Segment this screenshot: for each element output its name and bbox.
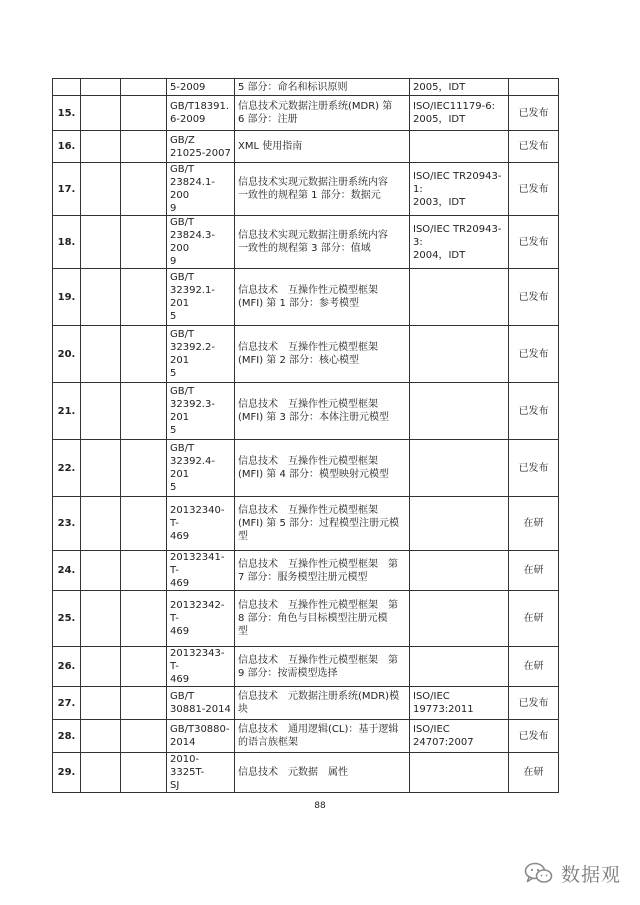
row-number: 27. [53,687,81,720]
status-cell [509,79,559,96]
subcategory-cell [121,79,167,96]
row-number: 15. [53,96,81,131]
status-cell: 在研 [509,647,559,687]
table-row [53,383,559,440]
standard-name: 信息技术实现元数据注册系统内容 一致性的规程第 1 部分：数据元 [235,163,410,216]
category-cell [81,269,121,326]
category-cell [81,216,121,269]
row-number: 22. [53,440,81,497]
watermark [524,859,621,887]
subcategory-cell [121,216,167,269]
iso-reference [410,647,509,687]
standard-name: 信息技术元数据注册系统(MDR) 第 6 部分：注册 [235,96,410,131]
subcategory-cell [121,591,167,647]
row-number: 24. [53,551,81,591]
status-cell: 已发布 [509,269,559,326]
category-cell [81,326,121,383]
status-cell: 已发布 [509,326,559,383]
subcategory-cell [121,96,167,131]
standard-code: GB/Z 21025-2007 [167,131,235,163]
subcategory-cell [121,720,167,753]
standard-name: 信息技术 互操作性元模型框架 第 8 部分：角色与目标模型注册元模 型 [235,591,410,647]
table-row [53,687,559,720]
iso-reference: ISO/IEC11179-6: 2005，IDT [410,96,509,131]
row-number: 29. [53,753,81,793]
category-cell [81,551,121,591]
iso-reference [410,269,509,326]
row-number: 20. [53,326,81,383]
standard-code: GB/T 23824.3-200 9 [167,216,235,269]
subcategory-cell [121,163,167,216]
standard-name: 信息技术 互操作性元模型框架 (MFI) 第 5 部分：过程模型注册元模 型 [235,497,410,551]
iso-reference: ISO/IEC TR20943-1: 2003，IDT [410,163,509,216]
category-cell [81,440,121,497]
category-cell [81,591,121,647]
row-number: 17. [53,163,81,216]
subcategory-cell [121,753,167,793]
subcategory-cell [121,269,167,326]
row-number: 25. [53,591,81,647]
table-row [53,131,559,163]
standard-name: 信息技术 互操作性元模型框架 第 9 部分：按需模型选择 [235,647,410,687]
table-row [53,163,559,216]
status-cell: 在研 [509,551,559,591]
iso-reference: ISO/IEC 24707:2007 [410,720,509,753]
standard-name: 信息技术 元数据注册系统(MDR)模 块 [235,687,410,720]
subcategory-cell [121,687,167,720]
standard-code: GB/T 23824.1-200 9 [167,163,235,216]
category-cell [81,131,121,163]
standard-name: 信息技术 互操作性元模型框架 第 7 部分：服务模型注册元模型 [235,551,410,591]
row-number: 23. [53,497,81,551]
category-cell [81,753,121,793]
iso-reference: ISO/IEC 19773:2011 [410,687,509,720]
status-cell: 已发布 [509,720,559,753]
status-cell: 已发布 [509,216,559,269]
table-row [53,269,559,326]
standard-name: 信息技术实现元数据注册系统内容 一致性的规程第 3 部分：值域 [235,216,410,269]
category-cell [81,79,121,96]
watermark-text: 数据观 [561,863,622,886]
wechat-icon [524,861,554,885]
standard-code: 20132342-T- 469 [167,591,235,647]
table-row [53,96,559,131]
category-cell [81,720,121,753]
status-cell: 已发布 [509,96,559,131]
subcategory-cell [121,647,167,687]
status-cell: 已发布 [509,131,559,163]
row-number: 21. [53,383,81,440]
iso-reference [410,383,509,440]
subcategory-cell [121,440,167,497]
iso-reference [410,551,509,591]
standard-name: 信息技术 互操作性元模型框架 (MFI) 第 2 部分：核心模型 [235,326,410,383]
standard-code: GB/T 32392.1-201 5 [167,269,235,326]
subcategory-cell [121,326,167,383]
standard-code: 20132343-T- 469 [167,647,235,687]
table-row [53,79,559,96]
row-number [53,79,81,96]
status-cell: 在研 [509,753,559,793]
standard-name: XML 使用指南 [235,131,410,163]
table-row [53,753,559,793]
status-cell: 已发布 [509,163,559,216]
page-number: 88 [314,801,326,811]
row-number: 26. [53,647,81,687]
standard-code: GB/T18391. 6-2009 [167,96,235,131]
iso-reference [410,131,509,163]
standard-name: 信息技术 通用逻辑(CL)：基于逻辑 的语言族框架 [235,720,410,753]
status-cell: 已发布 [509,687,559,720]
iso-reference: 2005，IDT [410,79,509,96]
standard-name: 信息技术 互操作性元模型框架 (MFI) 第 1 部分：参考模型 [235,269,410,326]
table-row [53,591,559,647]
table-row [53,216,559,269]
standard-code: 2010-3325T- SJ [167,753,235,793]
category-cell [81,163,121,216]
iso-reference [410,326,509,383]
row-number: 18. [53,216,81,269]
table-row [53,326,559,383]
standard-code: GB/T30880- 2014 [167,720,235,753]
category-cell [81,96,121,131]
standard-name: 信息技术 互操作性元模型框架 (MFI) 第 4 部分：模型映射元模型 [235,440,410,497]
table-row [53,440,559,497]
subcategory-cell [121,497,167,551]
category-cell [81,497,121,551]
row-number: 16. [53,131,81,163]
table-row [53,497,559,551]
iso-reference [410,591,509,647]
iso-reference [410,753,509,793]
status-cell: 已发布 [509,440,559,497]
category-cell [81,647,121,687]
standard-name: 5 部分：命名和标识原则 [235,79,410,96]
iso-reference [410,440,509,497]
category-cell [81,687,121,720]
standard-name: 信息技术 互操作性元模型框架 (MFI) 第 3 部分：本体注册元模型 [235,383,410,440]
table-row [53,720,559,753]
standard-code: GB/T 32392.4-201 5 [167,440,235,497]
iso-reference: ISO/IEC TR20943-3: 2004，IDT [410,216,509,269]
subcategory-cell [121,131,167,163]
standard-name: 信息技术 元数据 属性 [235,753,410,793]
category-cell [81,383,121,440]
status-cell: 在研 [509,497,559,551]
table-row [53,647,559,687]
subcategory-cell [121,383,167,440]
standards-table [52,78,559,793]
standard-code: GB/T 32392.2-201 5 [167,326,235,383]
standard-code: 20132341-T- 469 [167,551,235,591]
standard-code: 5-2009 [167,79,235,96]
standard-code: GB/T 32392.3-201 5 [167,383,235,440]
row-number: 19. [53,269,81,326]
table-row [53,551,559,591]
iso-reference [410,497,509,551]
status-cell: 在研 [509,591,559,647]
subcategory-cell [121,551,167,591]
row-number: 28. [53,720,81,753]
standard-code: GB/T 30881-2014 [167,687,235,720]
status-cell: 已发布 [509,383,559,440]
standard-code: 20132340-T- 469 [167,497,235,551]
